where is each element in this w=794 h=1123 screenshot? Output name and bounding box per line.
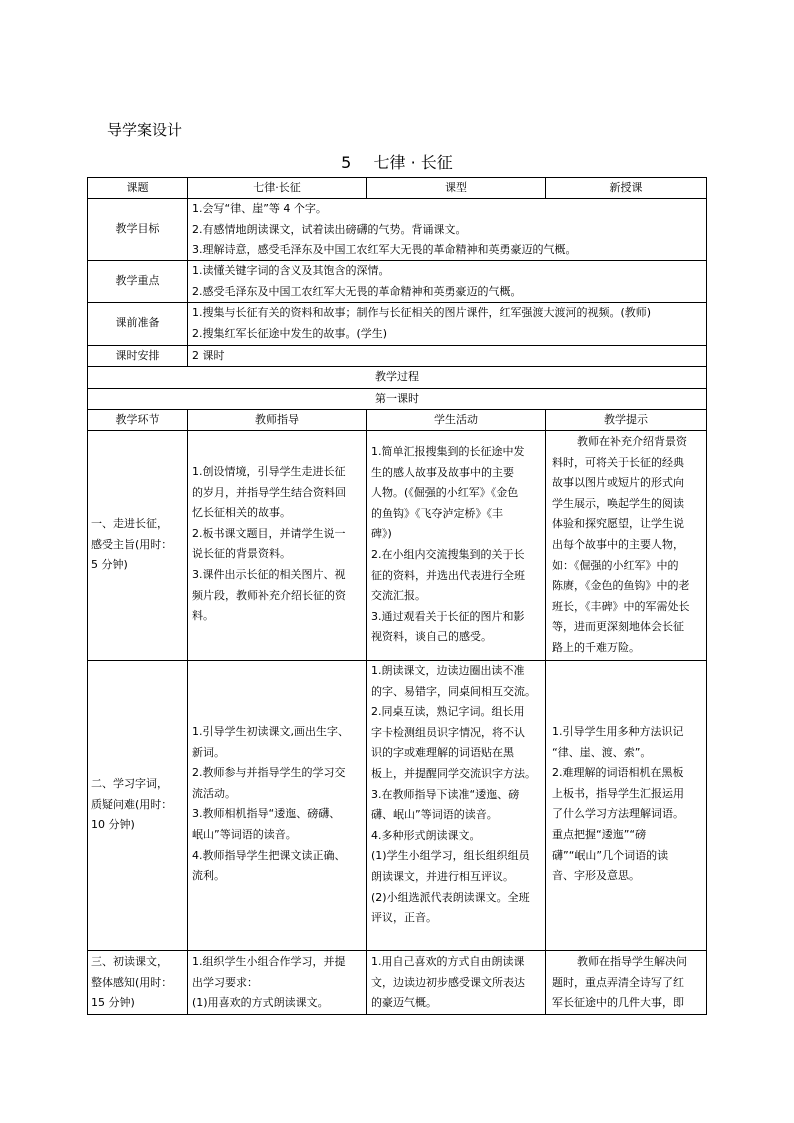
column-header-teacher: 教师指导 [255, 413, 299, 426]
table-divider [187, 409, 188, 1015]
table-row-stage: 二、学习字词， 质疑问难(用时： 10 分钟) [91, 777, 173, 832]
table-row-tips: 教师在补充介绍背景资 料时，可将关于长征的经典 故事以图片或短片的形式向 学生展示，唤起学生的阅读 体验和探究愿望，让学生说 出每个故事中的主要人物， 如：《倔强的小红军》中的 陈赓，《金色的鱼钩》中的老 班长，《丰碑》中的军需处长 等，进而更深刻地体会长征 路上的千难万险。 [552, 435, 690, 654]
session-title: 第一课时 [375, 392, 419, 405]
table-row-stage: 一、走进长征， 感受主旨(用时： 5 分钟) [91, 517, 173, 572]
table-row-student: 1.简单汇报搜集到的长征途中发 生的感人故事及故事中的主要 人物。(《倔强的小红军》《金色 的鱼钩》《飞夺泸定桥》《丰 碑》) 2.在小组内交流搜集到的关于长 征的资料，并选出代表进行全班 交流汇报。 3.通过观看关于长征的图片和影 视资料，谈自己的感受。 [371, 445, 525, 644]
table-divider [366, 409, 367, 1015]
table-divider [87, 950, 707, 951]
document-title: 导学案设计 [107, 121, 183, 139]
lesson-name: 七律 · 长征 [373, 153, 453, 172]
hours-value: 2 课时 [192, 349, 225, 362]
process-title: 教学过程 [375, 370, 419, 383]
lesson-type-value: 新授课 [609, 181, 643, 194]
lesson-type-label: 课型 [445, 181, 467, 194]
table-row-teacher: 1.引导学生初读课文,画出生字、 新词。 2.教师参与并指导学生的学习交 流活动。 3.教师相机指导“逶迤、磅礴、 岷山”等词语的读音。 4.教师指导学生把课文读正确、 流利。 [192, 725, 349, 883]
column-header-student: 学生活动 [434, 413, 478, 426]
goal-item: 2.有感情地朗读课文，试着读出磅礴的气势。背诵课文。 [192, 222, 467, 236]
table-divider [87, 430, 707, 431]
focus-item: 2.感受毛泽东及中国工农红军大无畏的革命精神和英勇豪迈的气概。 [192, 284, 522, 298]
column-header-tips: 教学提示 [604, 413, 648, 426]
prep-item: 1.搜集与长征有关的资料和故事；制作与长征相关的图片课件，红军强渡大渡河的视频。(教师) [192, 306, 652, 319]
focus-item: 1.读懂关键字词的含义及其饱含的深情。 [192, 264, 390, 277]
prep-content [192, 303, 702, 344]
prep-item: 2.搜集红军长征途中发生的故事。(学生) [192, 326, 388, 340]
table-divider [187, 177, 188, 366]
hours-label: 课时安排 [115, 349, 160, 362]
subject-label: 课题 [126, 181, 149, 194]
table-row-teacher: 1.创设情境，引导学生走进长征 的岁月，并指导学生结合资料回 忆长征相关的故事。 2.板书课文题目，并请学生说一 说长征的背景资料。 3.课件出示长征的相关图片、视 频片段，教师补充介绍长征的资 料。 [192, 465, 346, 623]
table-row-teacher: 1.组织学生小组合作学习，并提 出学习要求： (1)用喜欢的方式朗读课文。 [192, 955, 346, 1010]
table-row-stage: 三、初读课文， 整体感知(用时： 15 分钟) [91, 955, 173, 1010]
table-row-student: 1.用自己喜欢的方式自由朗读课 文，边读边初步感受课文所表达 的豪迈气概。 [371, 955, 525, 1010]
table-row-student: 1.朗读课文，边读边圈出读不准 的字、易错字，同桌间相互交流。 2.同桌互读，熟记字词。组长用 字卡检测组员识字情况，将不认 识的字或难理解的词语贴在黑 板上，并提醒同学交流识字方法。 3.在教师指导下读准“逶迤、磅 礴、岷山”等词语的读音。 4.多种形式朗读课文。 (1)学生小组学习，组长组织组员 朗读课文，并进行相互评议。 (2)小组选派代表朗读课文。全班 评议，正音。 [371, 664, 536, 925]
lesson-number: 5 [341, 153, 352, 172]
prep-label: 课前准备 [115, 316, 160, 329]
column-header-stage: 教学环节 [115, 413, 160, 426]
lesson-title [0, 150, 794, 173]
goal-item: 3.理解诗意，感受毛泽东及中国工农红军大无畏的革命精神和英勇豪迈的气概。 [192, 243, 577, 257]
goals-label: 教学目标 [115, 222, 160, 235]
subject-value: 七律·长征 [253, 181, 301, 194]
table-divider [545, 409, 546, 1015]
table-row-tips: 教师在指导学生解决问 题时，重点弄清全诗写了红 军长征途中的几件大事，即 [552, 955, 687, 1010]
goals-content [192, 199, 702, 261]
focus-label: 教学重点 [115, 274, 160, 287]
table-row-tips: 1.引导学生用多种方法识记 “律、崖、渡、索”。 2.难理解的词语相机在黑板 上板书，指导学生汇报运用 了什么学习方法理解词语。 重点把握“逶迤”“磅 礴”“岷山”几个词语的读 音、字形及意思。 [552, 725, 684, 883]
goal-item: 1.会写“律、崖”等 4 个字。 [192, 202, 327, 215]
focus-content [192, 261, 702, 302]
